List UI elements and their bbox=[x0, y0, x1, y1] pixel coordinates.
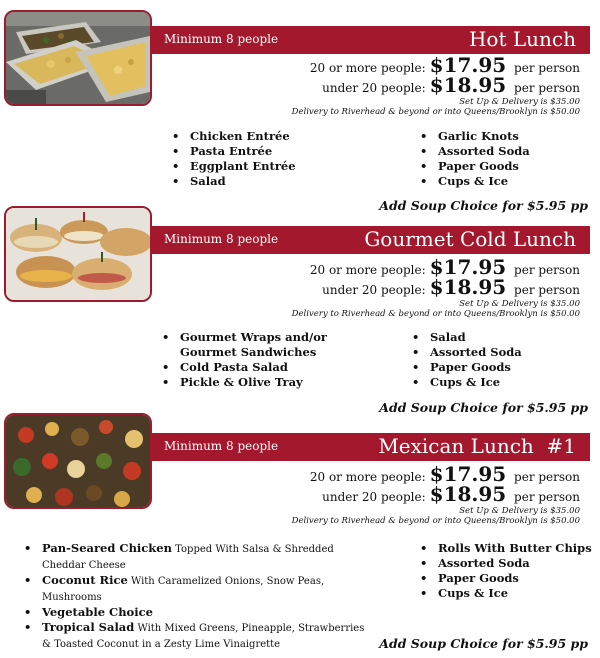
list-item: • Salad bbox=[170, 174, 296, 189]
section-title: Mexican Lunch #1 bbox=[378, 434, 576, 458]
setup-delivery-note: Set Up & Delivery is $35.00 bbox=[459, 97, 580, 107]
price-amount: $18.95 bbox=[429, 482, 507, 506]
price-amount: $18.95 bbox=[429, 73, 507, 97]
section-title: Gourmet Cold Lunch bbox=[364, 227, 576, 251]
minimum-people-label: Minimum 8 people bbox=[164, 439, 279, 453]
mexican-salad-photo bbox=[4, 413, 152, 509]
price-line-small-group: under 20 people: $18.95 per person bbox=[322, 482, 580, 506]
price-amount: $17.95 bbox=[429, 53, 507, 77]
list-item: • Coconut Rice With Caramelized Onions, Snow Peas, bbox=[22, 573, 364, 589]
list-item: • Pan-Seared Chicken Topped With Salsa & Shredded bbox=[22, 541, 364, 557]
list-item: • Rolls With Butter Chips bbox=[418, 541, 592, 556]
list-item: • Garlic Knots bbox=[418, 129, 530, 144]
list-item: • Pasta Entrée bbox=[170, 144, 296, 159]
included-items-right bbox=[418, 541, 592, 601]
add-soup-note: Add Soup Choice for $5.95 pp bbox=[379, 636, 588, 651]
delivery-surcharge-note: Delivery to Riverhead & beyond or into Queens/Brooklyn is $50.00 bbox=[291, 309, 580, 319]
price-amount: $17.95 bbox=[429, 462, 507, 486]
price-amount: $18.95 bbox=[429, 275, 507, 299]
list-item: • Pickle & Olive Tray bbox=[160, 375, 327, 390]
list-item: • Paper Goods bbox=[410, 360, 522, 375]
minimum-people-label: Minimum 8 people bbox=[164, 32, 279, 46]
add-soup-note: Add Soup Choice for $5.95 pp bbox=[379, 198, 588, 213]
price-amount: $17.95 bbox=[429, 255, 507, 279]
list-item: • Assorted Soda bbox=[410, 345, 522, 360]
delivery-surcharge-note: Delivery to Riverhead & beyond or into Queens/Brooklyn is $50.00 bbox=[291, 107, 580, 117]
list-item-continuation: & Toasted Coconut in a Zesty Lime Vinaigrette bbox=[42, 639, 281, 650]
list-item: • Paper Goods bbox=[418, 159, 530, 174]
list-item: • Vegetable Choice bbox=[22, 605, 364, 620]
delivery-surcharge-note: Delivery to Riverhead & beyond or into Queens/Brooklyn is $50.00 bbox=[291, 516, 580, 526]
price-line-large-group: 20 or more people: $17.95 per person bbox=[309, 53, 580, 77]
list-item: • Paper Goods bbox=[418, 571, 592, 586]
list-item: • Eggplant Entrée bbox=[170, 159, 296, 174]
list-item-continuation: Cheddar Cheese bbox=[42, 560, 126, 571]
list-item-continuation: Mushrooms bbox=[42, 592, 102, 603]
price-line-large-group: 20 or more people: $17.95 per person bbox=[309, 255, 580, 279]
list-item: • Assorted Soda bbox=[418, 144, 530, 159]
list-item: • Salad bbox=[410, 330, 522, 345]
list-item: • Cups & Ice bbox=[410, 375, 522, 390]
setup-delivery-note: Set Up & Delivery is $35.00 bbox=[459, 299, 580, 309]
list-item: • Cups & Ice bbox=[418, 586, 592, 601]
setup-delivery-note: Set Up & Delivery is $35.00 bbox=[459, 506, 580, 516]
list-item: • Chicken Entrée bbox=[170, 129, 296, 144]
section-title: Hot Lunch bbox=[468, 27, 576, 51]
minimum-people-label: Minimum 8 people bbox=[164, 232, 279, 246]
included-items-left bbox=[22, 541, 364, 652]
add-soup-note: Add Soup Choice for $5.95 pp bbox=[379, 400, 588, 415]
list-item: • Cups & Ice bbox=[418, 174, 530, 189]
list-item: • Cold Pasta Salad bbox=[160, 360, 327, 375]
list-item: • Assorted Soda bbox=[418, 556, 592, 571]
list-item-continuation: Gourmet Sandwiches bbox=[180, 345, 317, 359]
section-header-bar bbox=[150, 433, 590, 461]
price-line-small-group: under 20 people: $18.95 per person bbox=[322, 275, 580, 299]
price-line-small-group: under 20 people: $18.95 per person bbox=[322, 73, 580, 97]
price-line-large-group: 20 or more people: $17.95 per person bbox=[309, 462, 580, 486]
list-item: • Gourmet Wraps and/or bbox=[160, 330, 327, 345]
list-item: • Tropical Salad With Mixed Greens, Pineapple, Strawberries bbox=[22, 620, 364, 636]
